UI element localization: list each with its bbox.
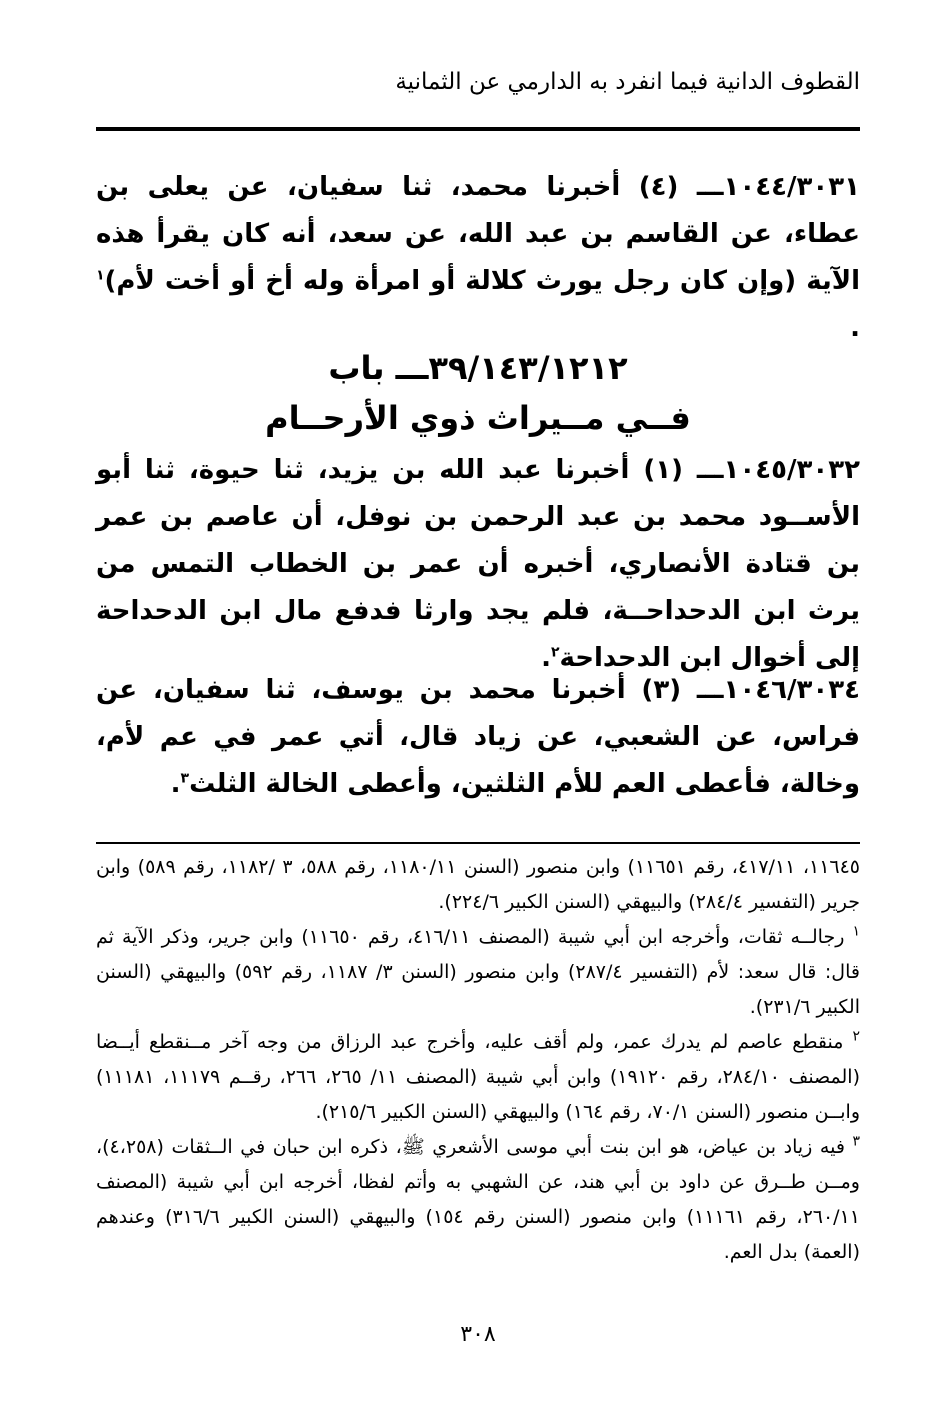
footnote-1-marker: ١ (852, 923, 860, 940)
footnote-1 (96, 920, 860, 1025)
hadith-1046-text: ١٠٤٦/٣٠٣٤ـــ (٣) أخبرنا محمد بن يوسف، ثنا سفيان، عن فراس، عن الشعبي، عن زياد قال، أتي عمر في عم لأم، وخالة، فأعطى العم للأم الثلثين، وأعطى الخالة الثلث (96, 675, 860, 799)
hadith-1045-end: . (541, 643, 551, 673)
footnote-2-text: منقطع عاصم لم يدرك عمر، ولم أقف عليه، وأخرج عبد الرزاق من وجه آخر مــنقطع أيــضا (المصنف ٢٨٤/١٠، رقم ١٩١٢٠) وابن أبي شيبة (المصنف ١١/ ٢٦٥، ٢٦٦، رقــم ١١١٧٩، ١١١٨١) وابــن منصور (السنن ٧٠/١، رقم ١٦٤) والبيهقي (السنن الكبير ٢١٥/٦). (96, 1031, 860, 1123)
footnotes-block (96, 850, 860, 1270)
hadith-1046 (96, 667, 860, 808)
footnote-marker-3: ٣ (180, 770, 190, 787)
footnote-1-text: رجالــه ثقات، وأخرجه ابن أبي شيبة (المصنف ٤١٦/١١، رقم ١١٦٥٠) وابن جرير، وذكر الآية ثم قال: قال سعد: لأم (التفسير ٢٨٧/٤) وابن منصور (السنن ٣/ ١١٨٧، رقم ٥٩٢) والبيهقي (السنن الكبير ٢٣١/٦). (96, 926, 860, 1018)
footnote-3-marker: ٣ (852, 1133, 860, 1150)
page-number: ٣٠٨ (460, 1322, 496, 1347)
hadith-1045-text: ١٠٤٥/٣٠٣٢ـــ (١) أخبرنا عبد الله بن يزيد، ثنا حيوة، ثنا أبو الأســود محمد بن عبد الرحمن بن نوفل، أن عاصم بن عمر بن قتادة الأنصاري، أخبره أن عمر بن الخطاب التمس من يرث ابن الدحداحــة، فلم يجد وارثا فدفع مال ابن الدحداحة إلى أخوال ابن الدحداحة (96, 455, 860, 673)
footnote-marker-1: ١ (96, 267, 105, 284)
hadith-1046-end: . (170, 769, 181, 799)
book-page (96, 0, 860, 1411)
footnote-2 (96, 1025, 860, 1130)
hadith-1045 (96, 447, 860, 682)
hadith-1044 (96, 164, 860, 352)
running-header-title: القطوف الدانية فيما انفرد به الدارمي عن الثمانية (395, 69, 860, 95)
footnote-carryover: ١١٦٤٥، ٤١٧/١١، رقم ١١٦٥١) وابن منصور (السنن ١١٨٠/١١، رقم ٥٨٨، ٣ /١١٨٢، رقم ٥٨٩) وابن جرير (التفسير ٢٨٤/٤) والبيهقي (السنن الكبير ٢٢٤/٦). (96, 856, 861, 913)
hadith-1044-text: ١٠٤٤/٣٠٣١ـــ (٤) أخبرنا محمد، ثنا سفيان، عن يعلى بن عطاء، عن القاسم بن عبد الله، عن سعد، أنه كان يقرأ هذه الآية (وإن كان رجل يورث كلالة أو امرأة وله أخ أو أخت لأم) (96, 172, 860, 296)
footnote-marker-2: ٢ (550, 644, 560, 661)
footnote-separator (96, 842, 860, 844)
footnote-2-marker: ٢ (852, 1028, 860, 1045)
hadith-1044-end: . (850, 313, 860, 343)
header-rule (96, 127, 860, 131)
section-title: فــي مــيراث ذوي الأرحــام (265, 399, 691, 437)
footnote-3-text: فيه زياد بن عياض، هو ابن بنت أبي موسى الأشعري ﷺ، ذكره ابن حبان في الــثقات (٤،٢٥٨)، ومــن طــرق عن داود بن أبي هند، عن الشهبي به وأتم لفظا، أخرجه ابن أبي شيبة (المصنف ٢٦٠/١١، رقم ١١١٦١) وابن منصور (السنن رقم ١٥٤) والبيهقي (السنن الكبير ٣١٦/٦) وعندهم (العمة) بدل العم. (96, 1136, 860, 1263)
section-number-heading: ٣٩/١٤٣/١٢١٢ـــ باب (328, 349, 628, 387)
footnote-3 (96, 1130, 860, 1270)
